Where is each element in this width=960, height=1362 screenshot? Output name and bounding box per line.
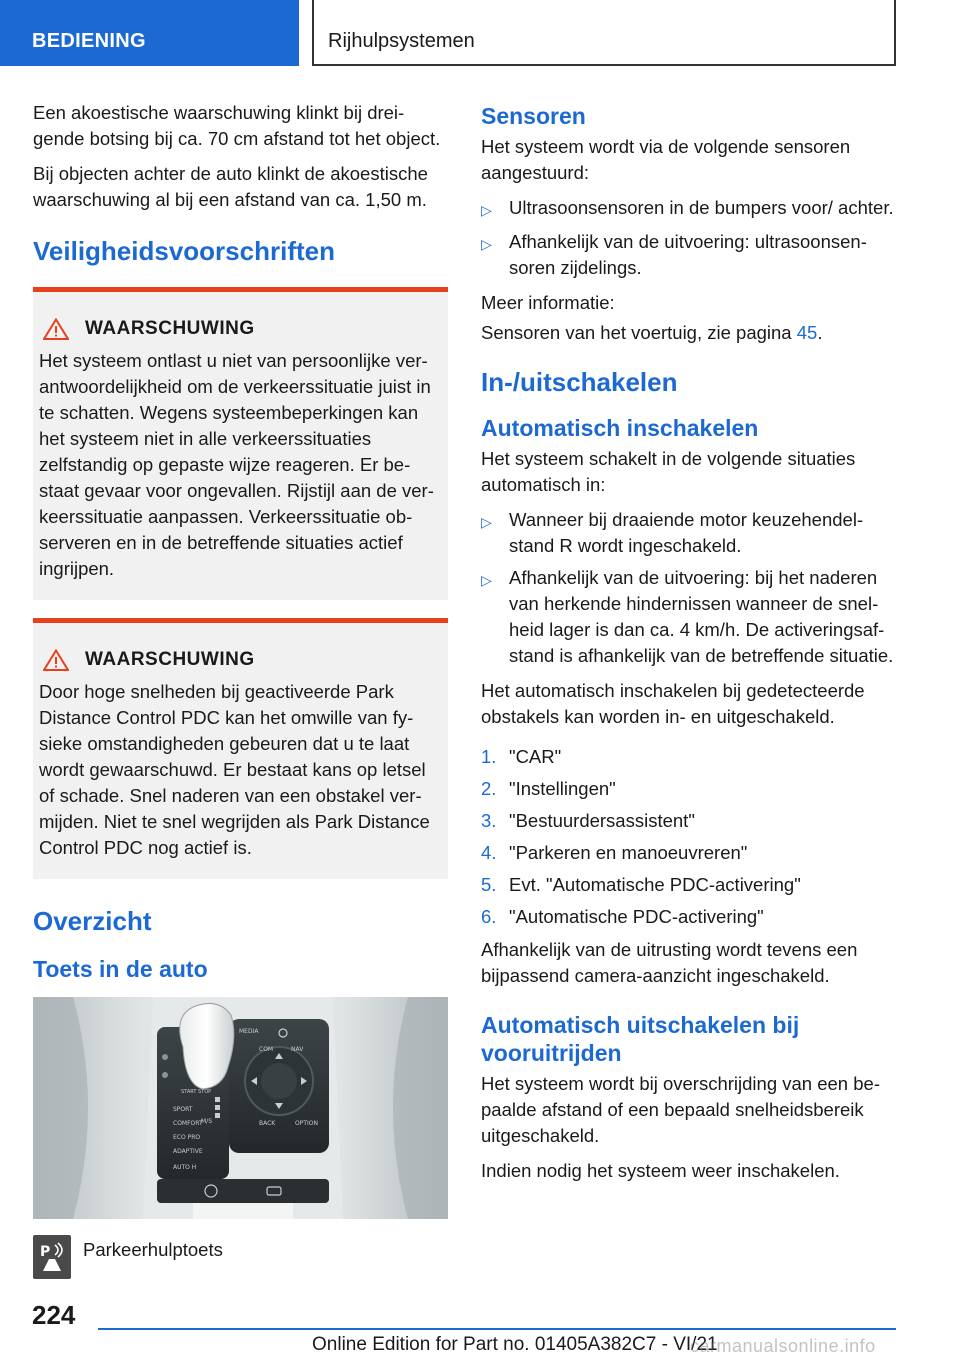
auto-on-intro: Het systeem schakelt in de volgende situaties automatisch in: [481, 448, 856, 495]
photo-label-comfort: COMFORT [173, 1120, 203, 1127]
watermark: carmanualsonline.info [690, 1336, 876, 1356]
warning-box-2 [33, 618, 448, 879]
triangle-bullet-icon: ▷ [481, 514, 492, 530]
intro-paragraph-2: Bij objecten achter de auto klinkt de akoestische waarschuwing al bij een afstand van ca. 1,50 m. [33, 163, 428, 210]
list-item-text: Ultrasoonsensoren in de bumpers voor/ achter. [509, 197, 894, 218]
sensors-heading: Sensoren [481, 103, 586, 129]
center-console-photo [33, 997, 448, 1219]
step-number: 4. [481, 842, 497, 863]
auto-off-text: Het systeem wordt bij overschrijding van een bepaalde afstand of een bepaald snelheidsbereik uitgeschakeld. [481, 1073, 880, 1146]
photo-label-com: COM [259, 1046, 274, 1053]
section-title: BEDIENING [32, 30, 146, 52]
auto-on-heading: Automatisch inschakelen [481, 415, 759, 441]
triangle-bullet-icon: ▷ [481, 236, 492, 252]
page-number: 224 [32, 1300, 76, 1330]
step-item [481, 744, 896, 770]
warning-box-1 [33, 287, 448, 600]
svg-text:P: P [40, 1244, 51, 1260]
photo-label-ms: M/S [201, 1118, 213, 1125]
step-text: "Parkeren en manoeuvreren" [509, 842, 748, 863]
list-item [481, 195, 896, 223]
step-text: "Instellingen" [509, 778, 616, 799]
camera-note: Afhankelijk van de uitrusting wordt tevens een bijpassend camera-aanzicht ingeschakeld. [481, 939, 858, 986]
step-item [481, 904, 896, 930]
step-item [481, 776, 896, 802]
caption-text: Parkeerhulptoets [83, 1239, 223, 1260]
reactivate-text: Indien nodig het systeem weer inschakelen. [481, 1160, 840, 1181]
photo-label-start-stop: START STOP [181, 1089, 212, 1095]
step-number: 3. [481, 810, 497, 831]
button-heading: Toets in de auto [33, 956, 208, 982]
step-number: 1. [481, 746, 497, 767]
step-text: "CAR" [509, 746, 562, 767]
right-column [481, 100, 896, 1193]
list-item [481, 507, 896, 559]
edition-text: Online Edition for Part no. 01405A382C7 - VI/21 [312, 1334, 718, 1355]
photo-label-media: MEDIA [239, 1028, 259, 1035]
photo-label-adaptive: ADAPTIVE [173, 1148, 203, 1155]
warning-title-row [39, 318, 438, 340]
photo-label-back: BACK [259, 1120, 276, 1127]
chapter-title: Rijhulpsystemen [328, 30, 475, 52]
warning-title-row [39, 649, 438, 671]
triangle-bullet-icon: ▷ [481, 572, 492, 588]
safety-heading: Veiligheidsvoorschriften [33, 236, 335, 266]
section-tab [0, 0, 299, 66]
photo-label-sport: SPORT [173, 1106, 193, 1113]
photo-label-option: OPTION [295, 1120, 318, 1127]
list-item [481, 229, 896, 281]
warning-triangle-icon [43, 318, 69, 340]
step-item [481, 840, 896, 866]
photo-label-auto-h: AUTO H [173, 1164, 197, 1171]
step-number: 6. [481, 906, 497, 927]
auto-off-heading: Automatisch uitschakelen bij vooruitrijden [481, 1012, 800, 1066]
footer-divider [98, 1328, 896, 1330]
step-item [481, 808, 896, 834]
step-text: "Automatische PDC-activering" [509, 906, 764, 927]
settings-steps [481, 744, 896, 930]
step-text: Evt. "Automatische PDC-activering" [509, 874, 801, 895]
list-item [481, 565, 896, 669]
warning-text: Het systeem ontlast u niet van persoonlijke verantwoordelijkheid om de verkeerssituatie juist in te schatten. Wegens systeembeperkingen kan het systeem niet in alle verkeerssituaties zelfstandig op gepaste wijze reageren. Er bestaat gevaar voor ongevallen. Rijstijl aan de verkeerssituatie aanpassen. Verkeerssituatie observeren en in de betreffende situaties actief ingrijpen. [39, 350, 434, 579]
sensors-reference [481, 320, 896, 346]
chapter-tab [312, 0, 896, 66]
list-item-text: Wanneer bij draaiende motor keuzehendelstand R wordt ingeschakeld. [509, 509, 864, 556]
on-off-heading: In-/uitschakelen [481, 367, 678, 397]
step-item [481, 872, 896, 898]
sensors-intro: Het systeem wordt via de volgende sensoren aangestuurd: [481, 136, 851, 183]
page-link-45[interactable]: 45 [796, 322, 818, 343]
sensors-list [481, 195, 896, 281]
warning-title: WAARSCHUWING [85, 318, 255, 339]
list-item-text: Afhankelijk van de uitvoering: ultrasoonsensoren zijdelings. [509, 231, 867, 278]
warning-title: WAARSCHUWING [85, 649, 255, 670]
more-info-label: Meer informatie: [481, 292, 615, 313]
auto-on-list [481, 507, 896, 669]
reference-end: . [817, 322, 823, 343]
figure-caption [33, 1235, 448, 1279]
photo-label-eco-pro: ECO PRO [173, 1134, 201, 1141]
overview-heading: Overzicht [33, 906, 152, 936]
park-assist-button-icon [33, 1235, 71, 1279]
step-number: 2. [481, 778, 497, 799]
warning-text: Door hoge snelheden bij geactiveerde Park Distance Control PDC kan het omwille van fysieke omstandigheden gebeuren dat u te laat wordt gewaarschuwd. Er bestaat kans op letsel of schade. Snel naderen van een obstakel vermijden. Niet te snel wegrijden als Park Distance Control PDC nog actief is. [39, 681, 430, 858]
list-item-text: Afhankelijk van de uitvoering: bij het naderen van herkende hindernissen wanneer de snelheid lager is dan ca. 4 km/h. De activeringsafstand is afhankelijk van de betreffende situatie. [509, 567, 894, 666]
triangle-bullet-icon: ▷ [481, 202, 492, 218]
console-illustration [33, 997, 448, 1219]
warning-triangle-icon [43, 649, 69, 671]
step-text: "Bestuurdersassistent" [509, 810, 695, 831]
intro-paragraph-1: Een akoestische waarschuwing klinkt bij dreigende botsing bij ca. 70 cm afstand tot het object. [33, 102, 441, 149]
auto-on-note: Het automatisch inschakelen bij gedetecteerde obstakels kan worden in- en uitgeschakeld. [481, 680, 865, 727]
left-column [33, 100, 448, 1279]
photo-label-nav: NAV [291, 1046, 304, 1053]
reference-text: Sensoren van het voertuig, zie pagina [481, 322, 797, 343]
step-number: 5. [481, 874, 497, 895]
